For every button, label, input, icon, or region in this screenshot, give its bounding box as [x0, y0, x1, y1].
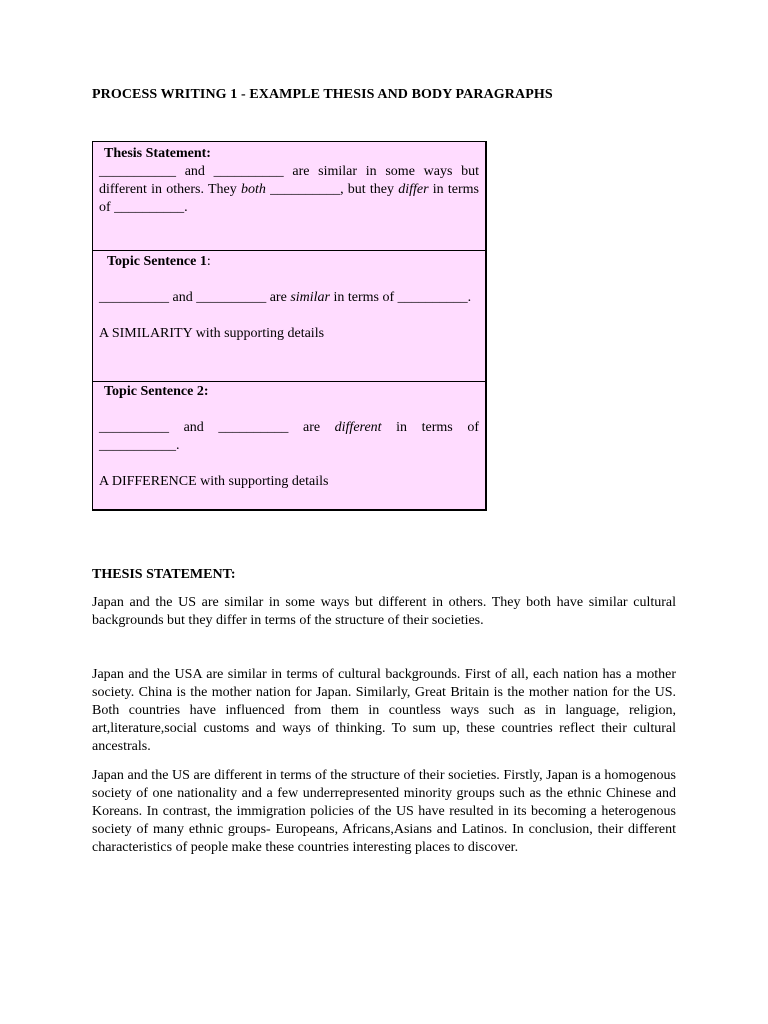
- topic-sentence-1-text: [99, 289, 479, 307]
- topic-sentence-1-cell: [93, 250, 485, 381]
- topic-sentence-2-heading: Topic Sentence 2:: [104, 384, 209, 399]
- thesis-template-heading: Thesis Statement:: [104, 146, 211, 161]
- topic-sentence-1-colon: :: [206, 254, 211, 269]
- body-paragraph-1: Japan and the USA are similar in terms of cultural backgrounds. First of all, each nation has a mother society. China is the mother nation for Japan. Similarly, Great Britain is the mother nation for the US. Both countries have influenced from them in countless ways such as in language, religion, art,literature,social customs and ways of thinking. To sum up, these countries reflect their cultural ancestrals.: [92, 667, 676, 754]
- template-box: [92, 141, 487, 511]
- topic-sentence-1-heading: [99, 253, 479, 271]
- thesis-template-cell: [93, 142, 485, 250]
- topic-sentence-1-part: __________ and __________ are: [99, 290, 291, 305]
- topic-sentence-2-part: in terms of ___________.: [99, 420, 479, 453]
- thesis-template-emphasis: differ: [398, 182, 429, 197]
- example-thesis-heading: THESIS STATEMENT:: [92, 567, 236, 582]
- topic-sentence-2-cell: [93, 381, 485, 509]
- page-title: PROCESS WRITING 1 - EXAMPLE THESIS AND BODY PARAGRAPHS: [92, 87, 553, 102]
- thesis-template-text: [99, 163, 479, 217]
- thesis-template-part: in terms of __________.: [99, 182, 479, 215]
- topic-sentence-1-emphasis: similar: [290, 290, 330, 305]
- topic-sentence-2-part: __________ and __________ are: [99, 420, 335, 435]
- topic-sentence-2-emphasis: different: [334, 420, 382, 435]
- body-paragraph-2: Japan and the US are different in terms of the structure of their societies. Firstly, Japan is a homogenous society of one nationality and a few underrepresented minority groups such as the ethnic Chinese and Koreans. In contrast, the immigration policies of the US have resulted in its becoming a heterogenous society of many ethnic groups- Europeans, Africans,Asians and Latinos. In conclusion, their different characteristics of people make these countries interesting places to discover.: [92, 768, 676, 855]
- topic-sentence-2-note: A DIFFERENCE with supporting details: [99, 474, 329, 489]
- thesis-template-part: __________, but they: [265, 182, 399, 197]
- topic-sentence-1-note: A SIMILARITY with supporting details: [99, 326, 325, 341]
- thesis-template-emphasis: both: [240, 182, 266, 197]
- topic-sentence-2-text: [99, 419, 479, 455]
- thesis-template-part: ___________ and __________ are similar in some ways but different in others. They: [99, 164, 479, 197]
- example-thesis-paragraph: Japan and the US are similar in some ways but different in others. They both have similar cultural backgrounds but they differ in terms of the structure of their societies.: [92, 595, 676, 628]
- topic-sentence-1-part: in terms of __________.: [330, 290, 472, 305]
- topic-sentence-1-label: Topic Sentence 1: [107, 254, 207, 269]
